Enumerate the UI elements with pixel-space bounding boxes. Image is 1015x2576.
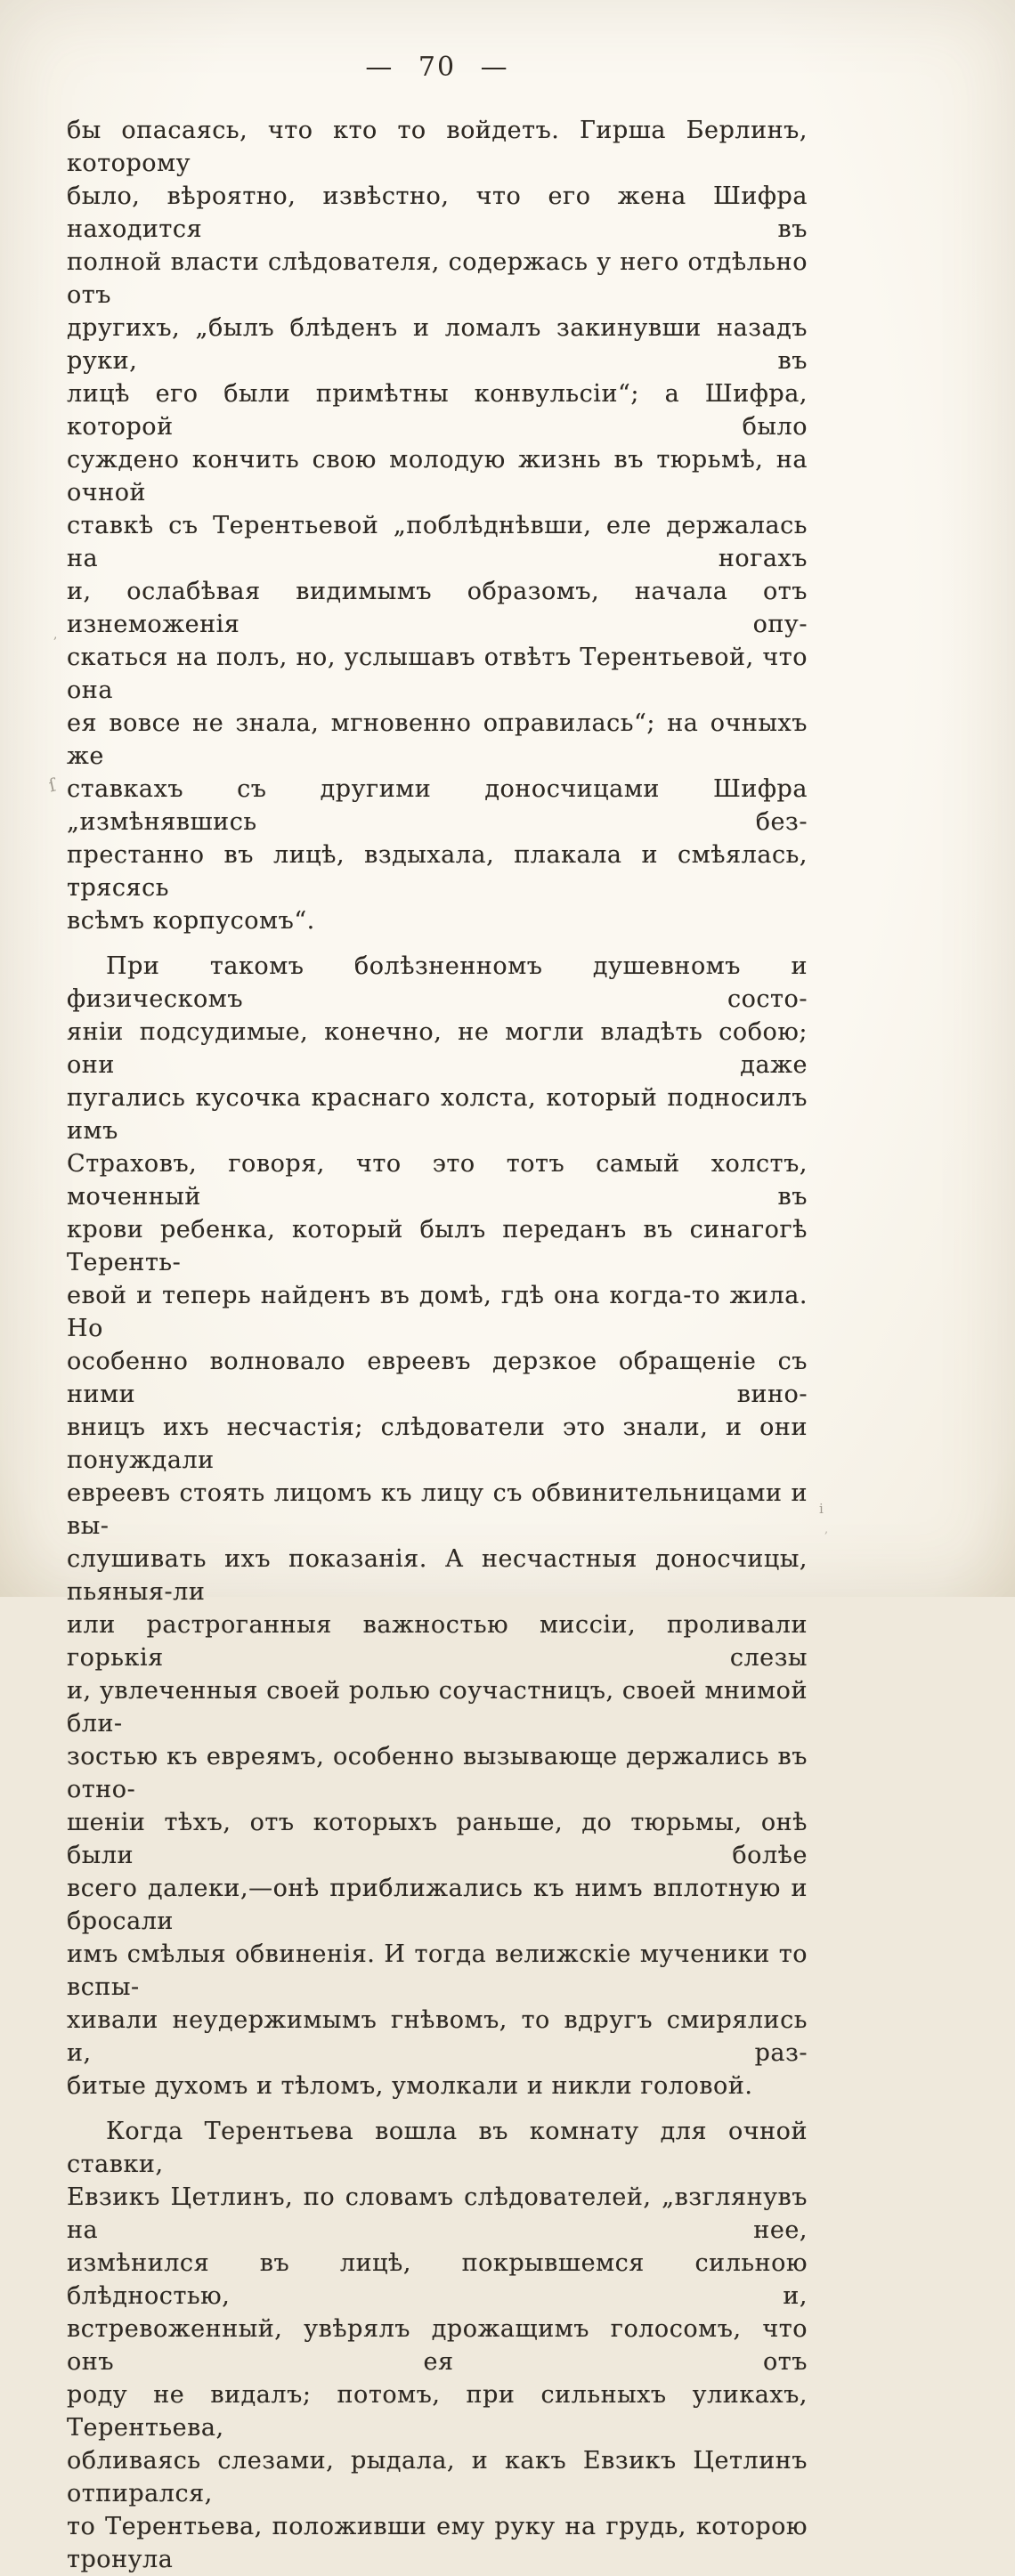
text-line: всѣмъ корпусомъ“. xyxy=(67,907,315,935)
page-header xyxy=(67,52,808,83)
text-line: крови ребенка, который былъ переданъ въ синагогѣ Теренть- xyxy=(67,1216,808,1276)
text-line: Евзикъ Цетлинъ, по словамъ слѣдователей, „взглянувъ на нее, xyxy=(67,2183,808,2244)
scan-artifact: , xyxy=(824,1523,829,1536)
text-line: всего далеки,—онѣ приближались къ нимъ вплотную и бросали xyxy=(67,1875,808,1935)
paragraph xyxy=(67,950,808,2102)
text-line: Когда Терентьева вошла въ комнату для очной ставки, xyxy=(67,2118,808,2178)
text-line: ея вовсе не знала, мгновенно оправилась“; на очныхъ же xyxy=(67,709,808,770)
text-line: роду не видалъ; потомъ, при сильныхъ уликахъ, Терентьева, xyxy=(67,2381,808,2442)
text-line: скаться на полъ, но, услышавъ отвѣтъ Терентьевой, что она xyxy=(67,644,808,704)
text-line: то Терентьева, положивши ему руку на грудь, которою тронула xyxy=(67,2513,808,2573)
text-line: ставкахъ съ другими доносчицами Шифра „измѣнявшись без- xyxy=(67,775,808,836)
paragraph xyxy=(67,2115,808,2576)
text-line: пугались кусочка краснаго холста, который подносилъ имъ xyxy=(67,1084,808,1145)
text-line: лицѣ его были примѣтны конвульсіи“; а Шифра, которой было xyxy=(67,380,808,441)
text-line: ставкѣ съ Терентьевой „поблѣднѣвши, еле держалась на ногахъ xyxy=(67,512,808,572)
text-line: зостью къ евреямъ, особенно вызывающе держались въ отно- xyxy=(67,1743,808,1803)
paragraph xyxy=(67,114,808,937)
text-line: и, увлеченныя своей ролью соучастницъ, своей мнимой бли- xyxy=(67,1677,808,1738)
text-line: другихъ, „былъ блѣденъ и ломалъ закинувши назадъ руки, въ xyxy=(67,314,808,375)
text-line: полной власти слѣдователя, содержась у него отдѣльно отъ xyxy=(67,248,808,309)
text-line: бы опасаясь, что кто то войдетъ. Гирша Берлинъ, которому xyxy=(67,117,808,177)
text-line: было, вѣроятно, извѣстно, что его жена Шифра находится въ xyxy=(67,182,808,243)
text-line: имъ смѣлыя обвиненія. И тогда велижскіе мученики то вспы- xyxy=(67,1940,808,2001)
page-number: — 70 — xyxy=(365,52,509,83)
text-line: битые духомъ и тѣломъ, умолкали и никли головой. xyxy=(67,2072,753,2100)
text-line: обливаясь слезами, рыдала, и какъ Евзикъ Цетлинъ отпирался, xyxy=(67,2447,808,2507)
text-line: особенно волновало евреевъ дерзкое обращеніе съ ними вино- xyxy=(67,1348,808,1408)
text-line: суждено кончить свою молодую жизнь въ тюрьмѣ, на очной xyxy=(67,446,808,506)
scan-artifact: , xyxy=(53,628,58,642)
text-line: престанно въ лицѣ, вздыхала, плакала и смѣялась, трясясь xyxy=(67,841,808,902)
text-line: измѣнился въ лицѣ, покрывшемся сильною блѣдностью, и, xyxy=(67,2249,808,2310)
scan-artifact: ſ xyxy=(46,774,58,797)
text-line: или растроганныя важностью миссіи, проливали горькія слезы xyxy=(67,1611,808,1672)
text-line: евой и теперь найденъ въ домѣ, гдѣ она когда-то жила. Но xyxy=(67,1282,808,1342)
text-line: и, ослабѣвая видимымъ образомъ, начала отъ изнеможенія опу- xyxy=(67,578,808,638)
text-line: шеніи тѣхъ, отъ которыхъ раньше, до тюрьмы, онѣ были болѣе xyxy=(67,1809,808,1869)
text-line: евреевъ стоять лицомъ къ лицу съ обвинительницами и вы- xyxy=(67,1479,808,1540)
text-line: При такомъ болѣзненномъ душевномъ и физическомъ состо- xyxy=(67,952,808,1013)
text-line: встревоженный, увѣрялъ дрожащимъ голосомъ, что онъ ея отъ xyxy=(67,2315,808,2376)
text-block xyxy=(67,114,808,2576)
text-line: Страховъ, говоря, что это тотъ самый холстъ, моченный въ xyxy=(67,1150,808,1211)
scan-artifact: i xyxy=(819,1501,824,1517)
text-line: хивали неудержимымъ гнѣвомъ, то вдругъ смирялись и, раз- xyxy=(67,2006,808,2067)
text-line: слушивать ихъ показанія. А несчастныя доносчицы, пьяныя-ли xyxy=(67,1545,808,1606)
text-line: вницъ ихъ несчастія; слѣдователи это знали, и они понуждали xyxy=(67,1414,808,1474)
text-line: яніи подсудимые, конечно, не могли владѣть собою; они даже xyxy=(67,1018,808,1079)
